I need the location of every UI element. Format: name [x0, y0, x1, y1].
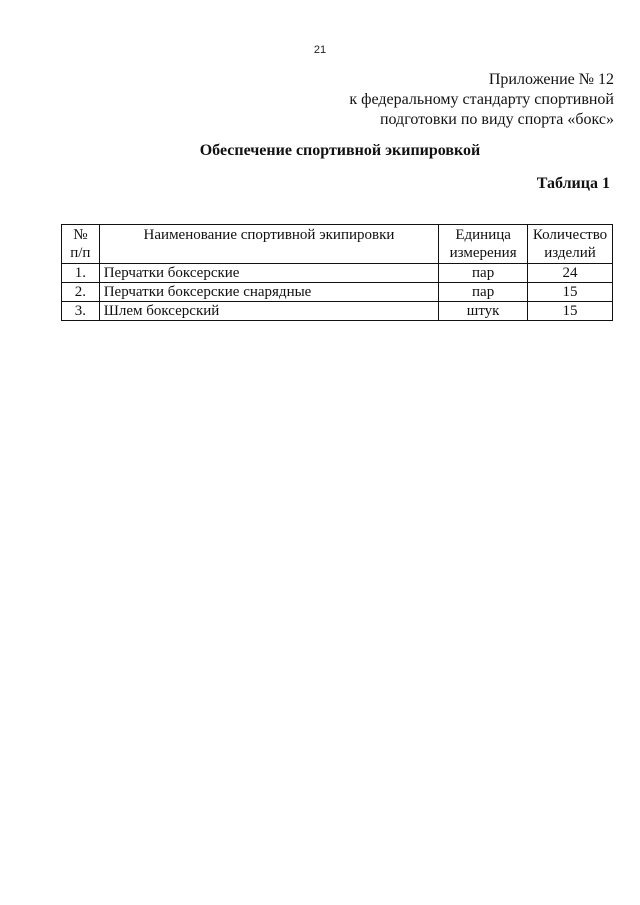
header-unit: [439, 225, 528, 264]
row-number: 2.: [62, 283, 100, 302]
header-unit-line-1: Единица: [455, 227, 511, 243]
appendix-line-3: подготовки по виду спорта «бокс»: [379, 111, 614, 128]
header-number-line-1: №: [73, 227, 88, 243]
table-row: [62, 283, 613, 302]
row-quantity: 24: [528, 264, 613, 283]
header-quantity-line-1: Количество: [532, 227, 608, 243]
row-unit: пар: [439, 283, 528, 302]
table-caption: Таблица 1: [536, 175, 610, 192]
table-row: [62, 302, 613, 321]
row-quantity: 15: [528, 302, 613, 321]
equipment-table: [61, 224, 613, 321]
row-number: 1.: [62, 264, 100, 283]
row-unit: пар: [439, 264, 528, 283]
table-header-row: [62, 225, 613, 264]
row-unit: штук: [439, 302, 528, 321]
page-number: 21: [313, 44, 327, 56]
row-name: Шлем боксерский: [99, 302, 439, 321]
row-quantity: 15: [528, 283, 613, 302]
appendix-line-1: Приложение № 12: [488, 71, 614, 88]
row-name: Перчатки боксерские: [99, 264, 439, 283]
header-quantity-line-2: изделий: [544, 245, 596, 261]
table-row: [62, 264, 613, 283]
row-number: 3.: [62, 302, 100, 321]
header-number: [62, 225, 100, 264]
document-title: Обеспечение спортивной экипировкой: [199, 142, 481, 159]
appendix-line-2: к федеральному стандарту спортивной: [349, 91, 614, 108]
header-unit-line-2: измерения: [449, 245, 517, 261]
header-quantity: [528, 225, 613, 264]
appendix-header: [349, 70, 614, 130]
row-name: Перчатки боксерские снарядные: [99, 283, 439, 302]
header-number-line-2: п/п: [70, 245, 91, 261]
header-name: Наименование спортивной экипировки: [99, 225, 439, 264]
